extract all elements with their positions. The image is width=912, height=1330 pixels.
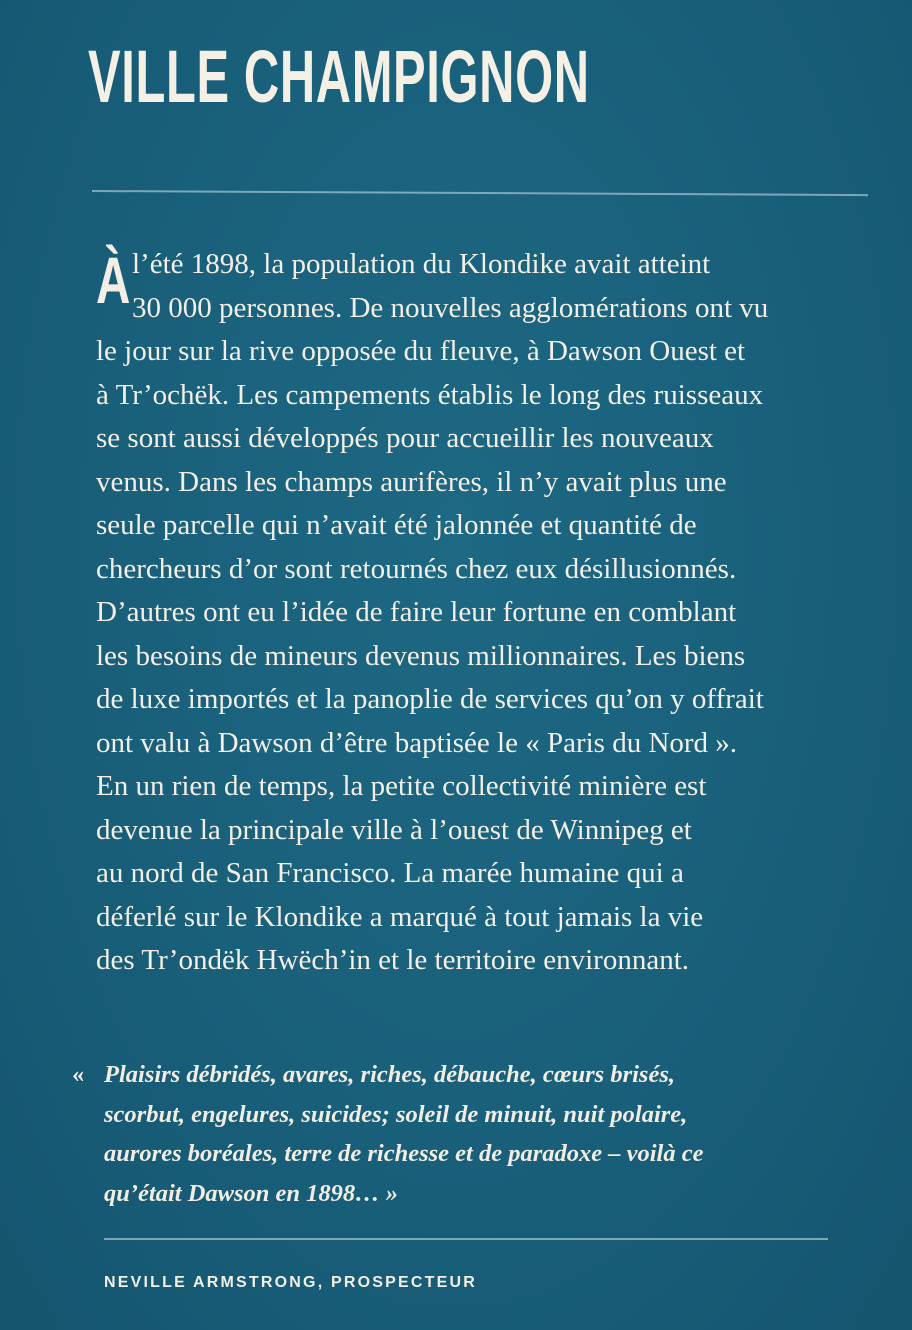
body-paragraph: [96, 243, 856, 983]
panel-title: VILLE CHAMPIGNON: [88, 35, 590, 118]
paragraph-line: devenue la principale ville à l’ouest de Winnipeg et: [96, 813, 692, 846]
paragraph-line: les besoins de mineurs devenus millionnaires. Les biens: [96, 639, 746, 672]
pull-quote: [72, 1055, 852, 1213]
paragraph-line: D’autres ont eu l’idée de faire leur fortune en comblant: [96, 596, 737, 628]
quote-line: aurores boréales, terre de richesse et de paradoxe – voilà ce: [104, 1140, 704, 1167]
open-quote-mark: «: [72, 1061, 85, 1088]
quote-attribution: NEVILLE ARMSTRONG, PROSPECTEUR: [104, 1274, 477, 1291]
paragraph-line: seule parcelle qui n’avait été jalonnée et quantité de: [96, 509, 697, 541]
quote-line-text: Plaisirs débridés, avares, riches, débauche, cœurs brisés,: [104, 1061, 675, 1088]
quote-line: scorbut, engelures, suicides; soleil de minuit, nuit polaire,: [104, 1100, 688, 1128]
quote-line: [72, 1055, 852, 1095]
paragraph-line: chercheurs d’or sont retournés chez eux désillusionnés.: [96, 552, 737, 585]
paragraph-line: venus. Dans les champs aurifères, il n’y avait plus une: [96, 465, 727, 498]
quote-line: qu’était Dawson en 1898… »: [104, 1179, 399, 1207]
paragraph-line: au nord de San Francisco. La marée humaine qui a: [96, 857, 684, 889]
paragraph-line: le jour sur la rive opposée du fleuve, à Dawson Ouest et: [96, 335, 746, 367]
title-divider: [92, 190, 868, 196]
paragraph-line: des Tr’ondëk Hwëch’in et le territoire environnant.: [96, 944, 689, 976]
paragraph-line: de luxe importés et la panoplie de services qu’on y offrait: [96, 683, 764, 715]
paragraph-line: l’été 1898, la population du Klondike avait atteint: [132, 248, 711, 280]
paragraph-line: En un rien de temps, la petite collectivité minière est: [96, 770, 707, 802]
drop-cap: À: [96, 243, 131, 317]
quote-divider: [104, 1238, 828, 1240]
paragraph-line: 30 000 personnes. De nouvelles agglomérations ont vu: [132, 291, 769, 324]
paragraph-line: ont valu à Dawson d’être baptisée le « Paris du Nord ».: [96, 726, 738, 759]
paragraph-line: à Tr’ochëk. Les campements établis le long des ruisseaux: [96, 378, 764, 411]
paragraph-line: déferlé sur le Klondike a marqué à tout jamais la vie: [96, 900, 704, 933]
paragraph-line: se sont aussi développés pour accueillir les nouveaux: [96, 422, 714, 454]
